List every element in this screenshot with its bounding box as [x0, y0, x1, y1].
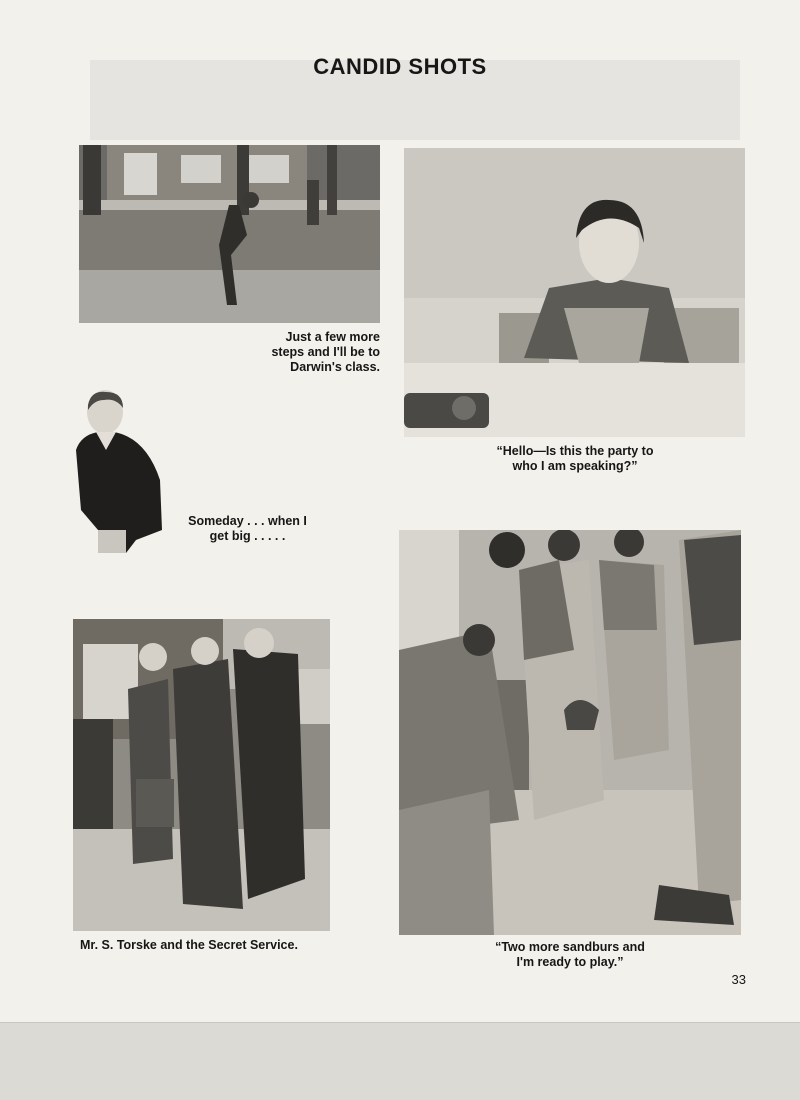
scan-bottom-margin: [0, 1022, 800, 1100]
page-title: CANDID SHOTS: [313, 54, 487, 79]
page-number: 33: [731, 972, 746, 987]
photo-walking: [79, 145, 380, 323]
caption-portrait-line-2: get big . . . . .: [209, 529, 286, 543]
photo-secret-service: [73, 619, 330, 931]
caption-walking: [180, 330, 380, 375]
caption-portrait-line-1: Someday . . . when I: [188, 514, 307, 528]
caption-walking-line-2: steps and I'll be to: [271, 345, 380, 359]
caption-secret-service-line-1: Mr. S. Torske and the Secret Service.: [80, 938, 298, 952]
caption-secret-service: [80, 938, 340, 953]
caption-telephone: [470, 444, 680, 474]
photo-baseball: [399, 530, 741, 935]
caption-telephone-line-1: “Hello—Is this the party to: [496, 444, 654, 458]
photo-telephone: [404, 148, 745, 437]
caption-portrait: [175, 514, 320, 544]
caption-telephone-line-2: who I am speaking?”: [512, 459, 638, 473]
caption-baseball-line-2: I'm ready to play.”: [516, 955, 624, 969]
caption-baseball: [470, 940, 670, 970]
caption-walking-line-1: Just a few more: [285, 330, 380, 344]
caption-baseball-line-1: “Two more sandburs and: [495, 940, 645, 954]
photo-portrait: [76, 390, 162, 553]
caption-walking-line-3: Darwin's class.: [290, 360, 380, 374]
